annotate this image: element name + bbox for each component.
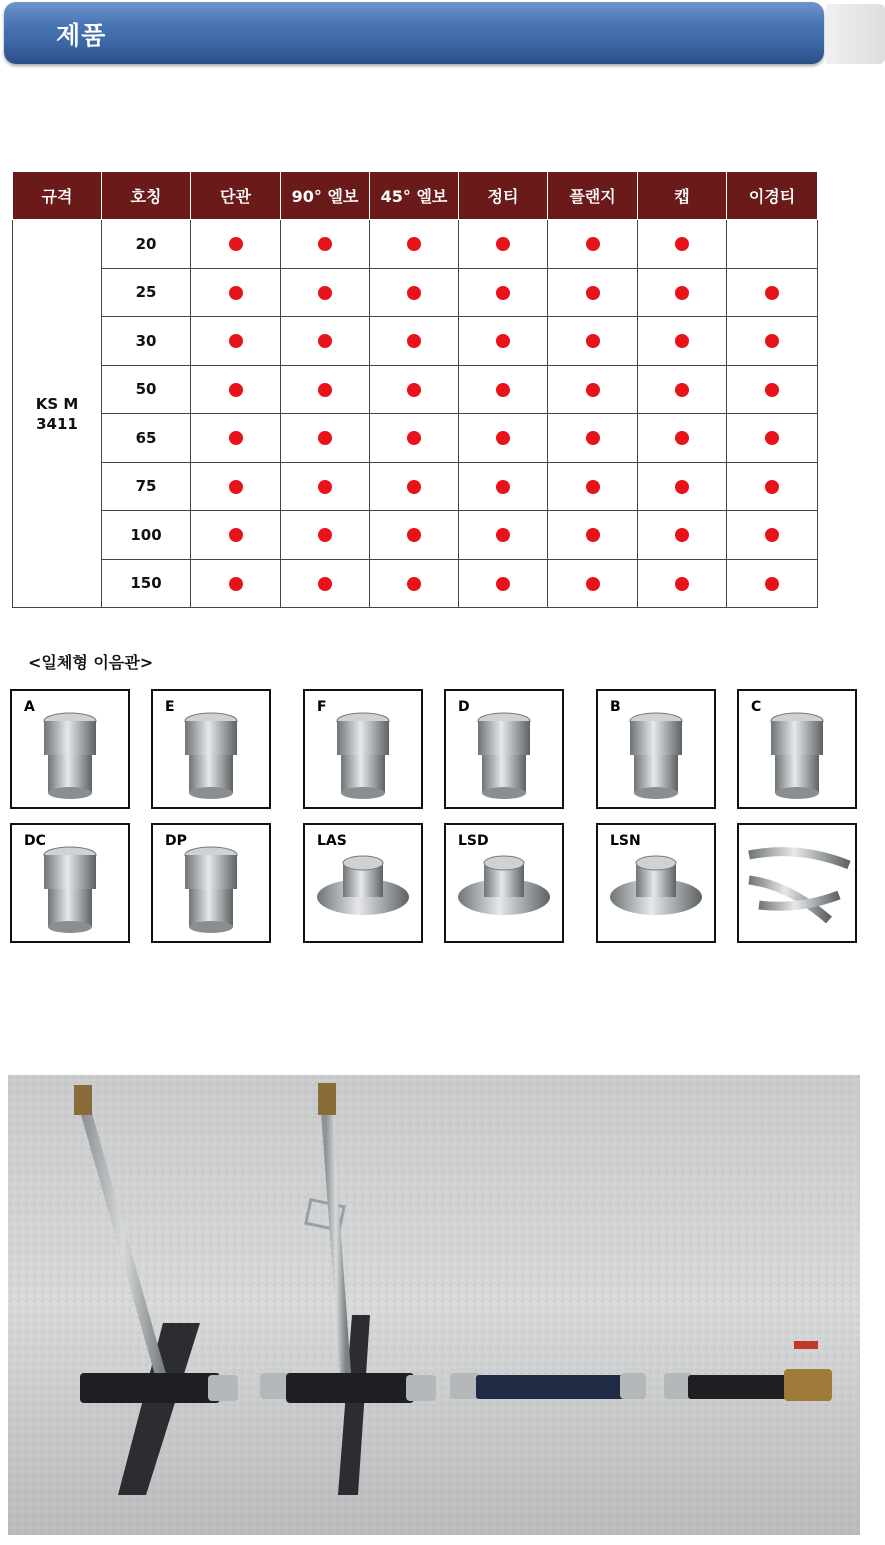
availability-cell bbox=[281, 268, 370, 317]
col-header-flange: 플랜지 bbox=[548, 172, 638, 220]
availability-dot-icon bbox=[675, 577, 689, 591]
availability-dot-icon bbox=[586, 286, 600, 300]
size-cell: 65 bbox=[102, 414, 191, 463]
availability-cell bbox=[727, 268, 818, 317]
availability-cell bbox=[370, 559, 459, 608]
availability-cell bbox=[548, 511, 638, 560]
fitting-label: LSN bbox=[610, 833, 641, 849]
availability-cell bbox=[281, 511, 370, 560]
col-header-straight: 단관 bbox=[191, 172, 281, 220]
availability-dot-icon bbox=[675, 480, 689, 494]
availability-dot-icon bbox=[496, 286, 510, 300]
fitting-label: E bbox=[165, 699, 175, 715]
fitting-label: DP bbox=[165, 833, 187, 849]
availability-dot-icon bbox=[496, 431, 510, 445]
col-header-size: 호칭 bbox=[102, 172, 191, 220]
fitting-tile bbox=[10, 689, 130, 809]
table-row bbox=[13, 220, 818, 269]
availability-cell bbox=[638, 414, 727, 463]
table-row bbox=[13, 559, 818, 608]
availability-dot-icon bbox=[318, 334, 332, 348]
availability-cell bbox=[281, 414, 370, 463]
availability-cell bbox=[281, 559, 370, 608]
fitting-tile bbox=[444, 823, 564, 943]
availability-dot-icon bbox=[586, 383, 600, 397]
availability-cell bbox=[459, 268, 548, 317]
fitting-label: B bbox=[610, 699, 621, 715]
size-cell: 50 bbox=[102, 365, 191, 414]
size-cell: 150 bbox=[102, 559, 191, 608]
availability-cell bbox=[638, 559, 727, 608]
size-cell: 20 bbox=[102, 220, 191, 269]
availability-dot-icon bbox=[407, 528, 421, 542]
availability-cell bbox=[727, 365, 818, 414]
header-end-decoration bbox=[826, 4, 885, 64]
availability-cell bbox=[459, 365, 548, 414]
table-row bbox=[13, 511, 818, 560]
availability-cell bbox=[548, 317, 638, 366]
availability-dot-icon bbox=[229, 528, 243, 542]
availability-dot-icon bbox=[496, 480, 510, 494]
availability-dot-icon bbox=[229, 480, 243, 494]
availability-dot-icon bbox=[586, 431, 600, 445]
availability-dot-icon bbox=[765, 383, 779, 397]
availability-cell bbox=[638, 511, 727, 560]
availability-dot-icon bbox=[675, 431, 689, 445]
availability-dot-icon bbox=[229, 431, 243, 445]
availability-cell bbox=[370, 462, 459, 511]
fitting-label: A bbox=[24, 699, 35, 715]
availability-cell bbox=[370, 365, 459, 414]
availability-dot-icon bbox=[318, 237, 332, 251]
col-header-reducing-tee: 이경티 bbox=[727, 172, 818, 220]
fitting-label: F bbox=[317, 699, 327, 715]
availability-cell bbox=[459, 511, 548, 560]
availability-dot-icon bbox=[496, 528, 510, 542]
availability-cell bbox=[727, 317, 818, 366]
availability-dot-icon bbox=[229, 286, 243, 300]
availability-dot-icon bbox=[765, 431, 779, 445]
availability-dot-icon bbox=[318, 480, 332, 494]
availability-cell bbox=[727, 414, 818, 463]
size-cell: 75 bbox=[102, 462, 191, 511]
fitting-label: C bbox=[751, 699, 762, 715]
availability-dot-icon bbox=[496, 334, 510, 348]
availability-cell bbox=[548, 414, 638, 463]
fitting-tile bbox=[151, 823, 271, 943]
installation-photo bbox=[8, 1075, 860, 1535]
availability-dot-icon bbox=[318, 286, 332, 300]
availability-dot-icon bbox=[765, 480, 779, 494]
availability-cell bbox=[548, 365, 638, 414]
spec-table bbox=[12, 171, 818, 608]
availability-cell bbox=[191, 559, 281, 608]
fitting-label: LSD bbox=[458, 833, 489, 849]
col-header-spec: 규격 bbox=[13, 172, 102, 220]
section-title: 제품 bbox=[56, 21, 107, 50]
availability-dot-icon bbox=[229, 334, 243, 348]
availability-dot-icon bbox=[496, 577, 510, 591]
table-row bbox=[13, 462, 818, 511]
availability-cell bbox=[638, 268, 727, 317]
availability-dot-icon bbox=[229, 237, 243, 251]
availability-cell bbox=[191, 268, 281, 317]
size-cell: 25 bbox=[102, 268, 191, 317]
availability-dot-icon bbox=[496, 383, 510, 397]
availability-dot-icon bbox=[407, 237, 421, 251]
availability-dot-icon bbox=[407, 480, 421, 494]
fitting-tile bbox=[151, 689, 271, 809]
availability-cell bbox=[191, 414, 281, 463]
availability-cell bbox=[191, 317, 281, 366]
availability-cell bbox=[191, 365, 281, 414]
availability-cell bbox=[459, 414, 548, 463]
availability-cell bbox=[281, 220, 370, 269]
availability-cell bbox=[548, 268, 638, 317]
availability-cell bbox=[548, 559, 638, 608]
availability-cell bbox=[459, 317, 548, 366]
availability-cell bbox=[370, 511, 459, 560]
availability-dot-icon bbox=[765, 528, 779, 542]
availability-cell bbox=[638, 220, 727, 269]
spec-standard-cell: KS M 3411 bbox=[13, 220, 102, 608]
fitting-tile bbox=[444, 689, 564, 809]
availability-dot-icon bbox=[318, 528, 332, 542]
availability-dot-icon bbox=[318, 431, 332, 445]
availability-dot-icon bbox=[675, 334, 689, 348]
availability-cell bbox=[727, 559, 818, 608]
availability-cell bbox=[370, 220, 459, 269]
availability-dot-icon bbox=[407, 286, 421, 300]
availability-cell bbox=[370, 414, 459, 463]
col-header-tee: 정티 bbox=[459, 172, 548, 220]
col-header-elbow-45: 45° 엘보 bbox=[370, 172, 459, 220]
availability-cell bbox=[638, 462, 727, 511]
availability-cell bbox=[727, 511, 818, 560]
table-header-row bbox=[13, 172, 818, 220]
availability-cell bbox=[370, 268, 459, 317]
availability-cell bbox=[281, 462, 370, 511]
availability-dot-icon bbox=[318, 577, 332, 591]
fitting-tile bbox=[737, 689, 857, 809]
table-row bbox=[13, 317, 818, 366]
fitting-tile bbox=[596, 689, 716, 809]
availability-dot-icon bbox=[496, 237, 510, 251]
availability-cell bbox=[191, 511, 281, 560]
availability-dot-icon bbox=[765, 334, 779, 348]
table-row bbox=[13, 365, 818, 414]
fitting-label: D bbox=[458, 699, 470, 715]
availability-cell bbox=[281, 365, 370, 414]
photo-illustration bbox=[8, 1075, 860, 1535]
availability-dot-icon bbox=[586, 577, 600, 591]
table-row bbox=[13, 414, 818, 463]
availability-dot-icon bbox=[586, 237, 600, 251]
availability-dot-icon bbox=[229, 383, 243, 397]
fittings-title: <일체형 이음관> bbox=[28, 653, 154, 672]
table-row bbox=[13, 268, 818, 317]
size-cell: 30 bbox=[102, 317, 191, 366]
availability-dot-icon bbox=[407, 577, 421, 591]
fitting-label: LAS bbox=[317, 833, 347, 849]
availability-dot-icon bbox=[407, 431, 421, 445]
availability-cell bbox=[191, 462, 281, 511]
availability-dot-icon bbox=[586, 528, 600, 542]
availability-cell bbox=[638, 317, 727, 366]
fitting-label: DC bbox=[24, 833, 46, 849]
availability-dot-icon bbox=[675, 383, 689, 397]
fitting-tile bbox=[737, 823, 857, 943]
availability-cell bbox=[281, 317, 370, 366]
availability-cell bbox=[638, 365, 727, 414]
availability-dot-icon bbox=[675, 237, 689, 251]
fitting-image bbox=[739, 825, 855, 941]
availability-dot-icon bbox=[675, 286, 689, 300]
table-body bbox=[13, 220, 818, 608]
availability-dot-icon bbox=[407, 334, 421, 348]
availability-cell bbox=[370, 317, 459, 366]
fitting-tile bbox=[596, 823, 716, 943]
availability-dot-icon bbox=[586, 334, 600, 348]
size-cell: 100 bbox=[102, 511, 191, 560]
availability-cell bbox=[459, 559, 548, 608]
col-header-elbow-90: 90° 엘보 bbox=[281, 172, 370, 220]
availability-cell bbox=[191, 220, 281, 269]
availability-dot-icon bbox=[765, 286, 779, 300]
fitting-tile bbox=[303, 823, 423, 943]
availability-dot-icon bbox=[229, 577, 243, 591]
availability-cell bbox=[727, 220, 818, 269]
availability-cell bbox=[459, 220, 548, 269]
availability-cell bbox=[548, 462, 638, 511]
availability-cell bbox=[548, 220, 638, 269]
availability-dot-icon bbox=[318, 383, 332, 397]
availability-dot-icon bbox=[675, 528, 689, 542]
col-header-cap: 캡 bbox=[638, 172, 727, 220]
fitting-tile bbox=[10, 823, 130, 943]
availability-dot-icon bbox=[586, 480, 600, 494]
availability-cell bbox=[459, 462, 548, 511]
availability-dot-icon bbox=[407, 383, 421, 397]
availability-cell bbox=[727, 462, 818, 511]
availability-dot-icon bbox=[765, 577, 779, 591]
fitting-tile bbox=[303, 689, 423, 809]
section-header bbox=[4, 2, 824, 64]
